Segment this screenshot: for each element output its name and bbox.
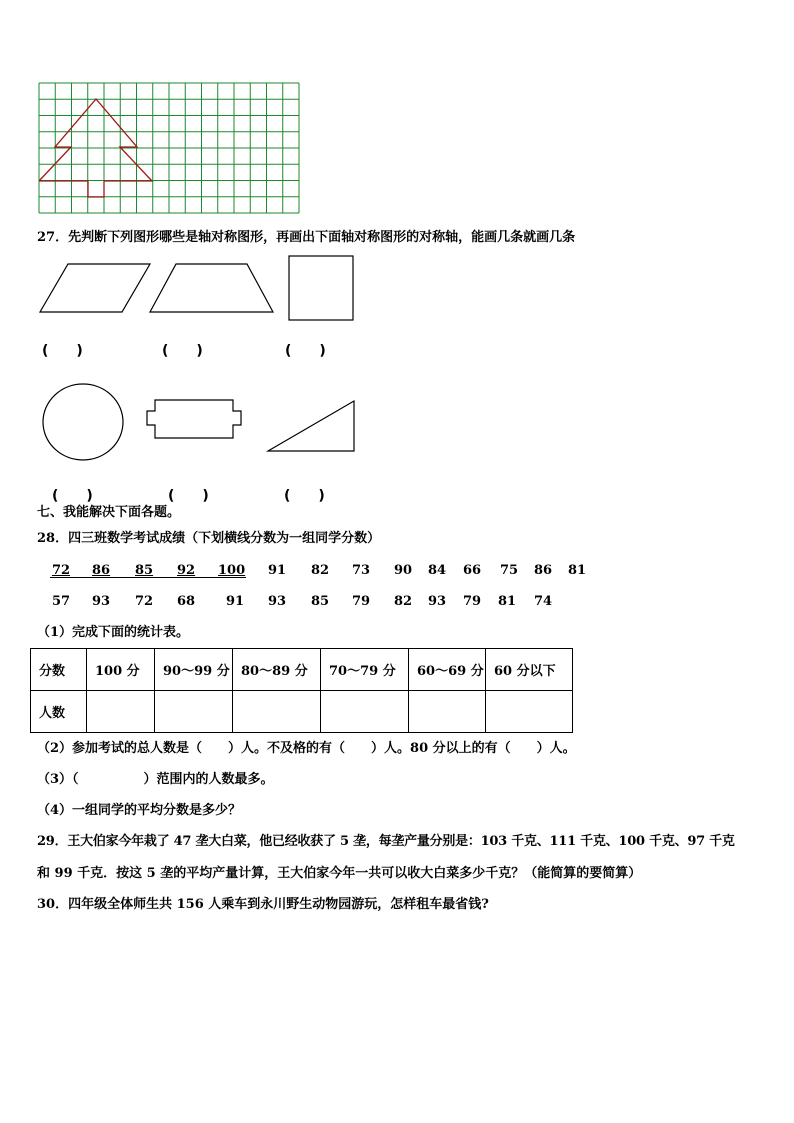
right-triangle-shape	[266, 399, 358, 453]
score-underlined: 86	[92, 563, 111, 578]
grid-tree-figure	[36, 80, 302, 216]
grid-lines	[39, 83, 299, 213]
question-28-sub2: （2）参加考试的总人数是（ ）人。不及格的有（ ）人。80 分以上的有（ ）人。	[37, 741, 576, 756]
score: 66	[463, 563, 482, 578]
answer-paren-circle[interactable]: ( )	[52, 488, 93, 504]
question-28-prompt: 28．四三班数学考试成绩（下划横线分数为一组同学分数）	[37, 531, 381, 546]
answer-paren-square[interactable]: ( )	[285, 343, 326, 359]
table-header-row	[31, 649, 573, 691]
table-row	[31, 691, 573, 733]
score: 81	[498, 594, 517, 609]
answer-paren-cross-rectangle[interactable]: ( )	[168, 488, 209, 504]
table-answer-cell[interactable]	[486, 691, 573, 733]
statistics-table	[30, 648, 573, 733]
table-header-cell: 90～99 分	[155, 649, 233, 691]
score-underlined: 85	[135, 563, 154, 578]
table-header-cell: 80～89 分	[233, 649, 321, 691]
score-underlined: 92	[177, 563, 196, 578]
score: 81	[568, 563, 587, 578]
table-row-label: 人数	[31, 691, 87, 733]
score: 85	[311, 594, 330, 609]
score: 74	[534, 594, 553, 609]
trapezoid-shape	[148, 262, 276, 314]
question-29-line1: 29．王大伯家今年栽了 47 垄大白菜，他已经收获了 5 垄，每垄产量分别是：103 千克、111 千克、100 千克、97 千克	[37, 834, 735, 849]
parallelogram-shape	[38, 262, 153, 314]
answer-paren-trapezoid[interactable]: ( )	[162, 343, 203, 359]
answer-paren-triangle[interactable]: ( )	[284, 488, 325, 504]
table-header-cell: 60～69 分	[409, 649, 486, 691]
score: 93	[428, 594, 447, 609]
question-30-prompt: 30．四年级全体师生共 156 人乘车到永川野生动物园游玩，怎样租车最省钱?	[37, 897, 489, 912]
score: 91	[226, 594, 245, 609]
score: 93	[92, 594, 111, 609]
circle-shape	[40, 382, 126, 462]
table-answer-cell[interactable]	[233, 691, 321, 733]
table-answer-cell[interactable]	[155, 691, 233, 733]
score: 75	[500, 563, 519, 578]
question-28-sub1: （1）完成下面的统计表。	[37, 625, 190, 640]
score: 86	[534, 563, 553, 578]
score: 79	[352, 594, 371, 609]
score: 73	[352, 563, 371, 578]
table-header-cell: 分数	[31, 649, 87, 691]
question-28-sub4: （4）一组同学的平均分数是多少？	[37, 803, 242, 818]
answer-paren-parallelogram[interactable]: ( )	[42, 343, 83, 359]
table-header-cell: 100 分	[87, 649, 155, 691]
score: 57	[52, 594, 71, 609]
table-answer-cell[interactable]	[87, 691, 155, 733]
score: 93	[268, 594, 287, 609]
score: 82	[311, 563, 330, 578]
score: 84	[428, 563, 447, 578]
square-shape	[287, 254, 355, 322]
score-underlined: 100	[218, 563, 246, 578]
score-underline-bar	[50, 577, 246, 578]
score: 91	[268, 563, 287, 578]
score: 90	[394, 563, 413, 578]
question-28-sub3: （3）（ ）范围内的人数最多。	[37, 772, 274, 787]
table-header-cell: 60 分以下	[486, 649, 573, 691]
table-header-cell: 70～79 分	[321, 649, 409, 691]
score: 79	[463, 594, 482, 609]
score: 82	[394, 594, 413, 609]
table-answer-cell[interactable]	[409, 691, 486, 733]
score: 68	[177, 594, 196, 609]
table-answer-cell[interactable]	[321, 691, 409, 733]
question-29-line2: 和 99 千克．按这 5 垄的平均产量计算，王大伯家今年一共可以收大白菜多少千克？（能简算的要简算）	[37, 866, 642, 881]
score-underlined: 72	[52, 563, 71, 578]
section-7-heading: 七、我能解决下面各题。	[37, 505, 181, 520]
cross-rectangle-shape	[145, 398, 245, 442]
question-27-prompt: 27．先判断下列图形哪些是轴对称图形，再画出下面轴对称图形的对称轴，能画几条就画几条	[37, 230, 576, 245]
score: 72	[135, 594, 154, 609]
